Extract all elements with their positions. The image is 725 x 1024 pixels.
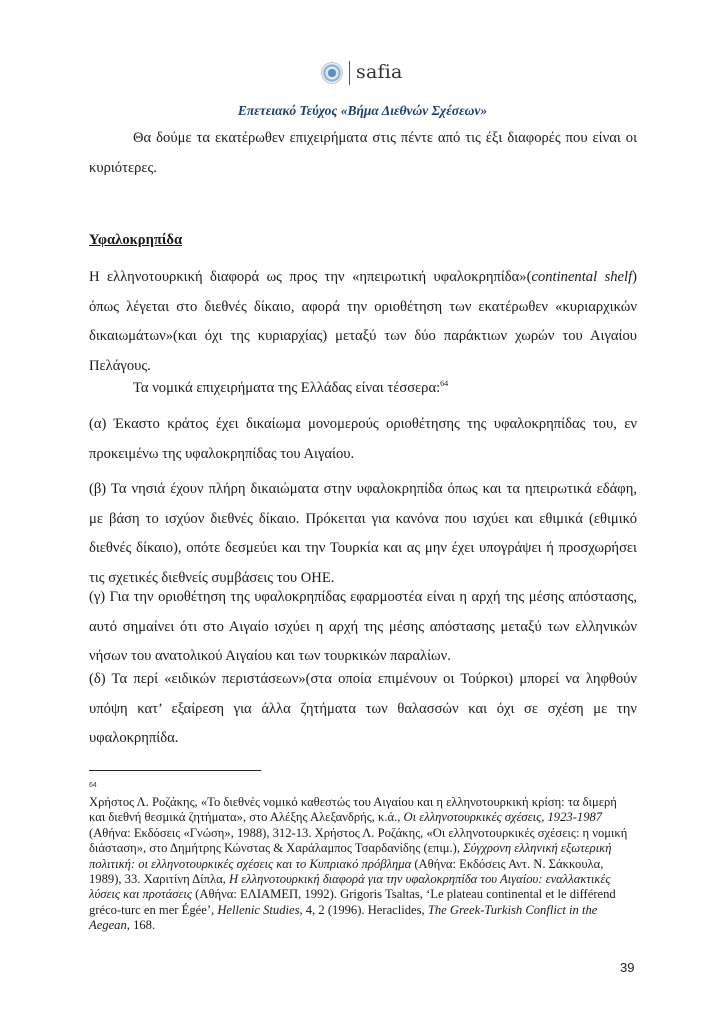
section-heading: Υφαλοκρηπίδα — [89, 232, 183, 248]
running-title: Επετειακό Τεύχος «Βήμα Διεθνών Σχέσεων» — [237, 103, 488, 118]
argument-delta: (δ) Τα περί «ειδικών περιστάσεων»(στα οποία επιμένουν οι Τούρκοι) μπορεί να ληφθούν υπόψη κατ’ εξαίρεση για άλλα ζητήματα των θαλασσών και όχι σε σχέση με την υφαλοκρηπίδα. — [89, 671, 637, 746]
footnote-title-italic: Η ελληνοτουρκική διαφορά για την υφαλοκρηπίδα του Αιγαίου: εναλλακτικές λύσεις και προτάσεις — [89, 872, 611, 902]
footnote-segment: (Αθήνα: Εκδόσεις Αντ. Ν. Σάκκουλα, 1989), 33. Χαριτίνη Δίπλα, — [89, 856, 604, 887]
logo-text: safia — [356, 61, 403, 83]
argument-gamma: (γ) Για την οριοθέτηση της υφαλοκρηπίδας εφαρμοστέα είναι η αρχή της μέσης απόστασης, αυτό σημαίνει ότι στο Αιγαίο ισχύει η αρχή της μέσης απόστασης μεταξύ των ελληνικών νήσων του ανατολικού Αιγαίου και των τουρκικών παραλίων. — [89, 589, 637, 664]
footnote-separator — [89, 770, 261, 771]
footnote-ref[interactable]: 64 — [440, 379, 449, 389]
footnote-text — [89, 795, 634, 934]
footnote-segment: , 4, 2 (1996). Heraclides, — [299, 902, 428, 917]
argument-beta: (β) Τα νησιά έχουν πλήρη δικαιώματα στην υφαλοκρηπίδα όπως και τα ηπειρωτικά εδάφη, με βάση το ισχύον διεθνές δίκαιο. Πρόκειται για κανόνα που ισχύει και εθιμικά (εθιμικό διεθνές δίκαιο), οπότε δεσμεύει και την Τουρκία και ας μην έχει υπογράψει ή προσχωρήσει τις σχετικές διεθνείς συμβάσεις του ΟΗΕ. — [89, 481, 637, 586]
footnote-title-italic: Οι ελληνοτουρκικές σχέσεις, 1923-1987 — [403, 810, 603, 825]
p2-text: Τα νομικά επιχειρήματα της Ελλάδας είναι τέσσερα: — [133, 380, 441, 396]
footnote-segment: (Αθήνα: ΕΛΙΑΜΕΠ, 1992). Grigoris Tsaltas, ‘Le plateau continental et le différend gréco-turc en mer Égée’, — [89, 887, 616, 917]
page-number: 39 — [620, 960, 635, 975]
argument-alpha: (α) Έκαστο κράτος έχει δικαίωμα μονομερούς οριοθέτησης της υφαλοκρηπίδας του, εν προκειμένω της υφαλοκρηπίδας του Αιγαίου. — [89, 416, 637, 462]
footnote-number: 64 — [89, 782, 97, 789]
paragraph-greek-arguments — [89, 374, 637, 404]
footnote-title-italic: Hellenic Studies — [217, 902, 300, 917]
emblem-icon — [321, 62, 343, 84]
safia-logo — [321, 59, 403, 87]
logo-divider — [349, 61, 350, 85]
footnote-segment: , 168. — [126, 918, 156, 933]
footnote-title-italic: Σύγχρονη ελληνική εξωτερική πολιτική: οι ελληνοτουρκικές σχέσεις και το Κυπριακό πρόβλημα — [89, 841, 612, 871]
intro-paragraph: Θα δούμε τα εκατέρωθεν επιχειρήματα στις πέντε από τις έξι διαφορές που είναι οι κυριότερες. — [89, 130, 637, 176]
footnote-title-italic: The Greek-Turkish Conflict in the Aegean — [89, 902, 598, 933]
paragraph-continental-shelf — [89, 263, 637, 381]
p1-text-end: ) όπως λέγεται στο διεθνές δίκαιο, αφορά την οριοθέτηση των εκατέρωθεν «κυριαρχικών δικαιωμάτων»(και όχι της κυριαρχίας) μεταξύ των δύο παράκτιων χωρών του Αιγαίου Πελάγους. — [89, 269, 638, 374]
footnote-segment: Χρήστος Λ. Ροζάκης, «Το διεθνές νομικό καθεστώς του Αιγαίου και η ελληνοτουρκική κρίση: τα διμερή και διεθνή θεσμικά ζητήματα», στο Αλέξης Αλεξανδρής, κ.ά., — [89, 795, 617, 825]
p1-italic-term: continental shelf — [531, 269, 633, 285]
p1-text-start: Η ελληνοτουρκική διαφορά ως προς την «ηπειρωτική υφαλοκρηπίδα»( — [89, 269, 532, 285]
footnote-segment: (Αθήνα: Εκδόσεις «Γνώση», 1988), 312-13. Χρήστος Λ. Ροζάκης, «Οι ελληνοτουρκικές σχέσεις: η νομική διάσταση», στο Δημήτρης Κώνστας & Χαράλαμπος Τσαρδανίδης (επιμ.), — [89, 825, 628, 856]
